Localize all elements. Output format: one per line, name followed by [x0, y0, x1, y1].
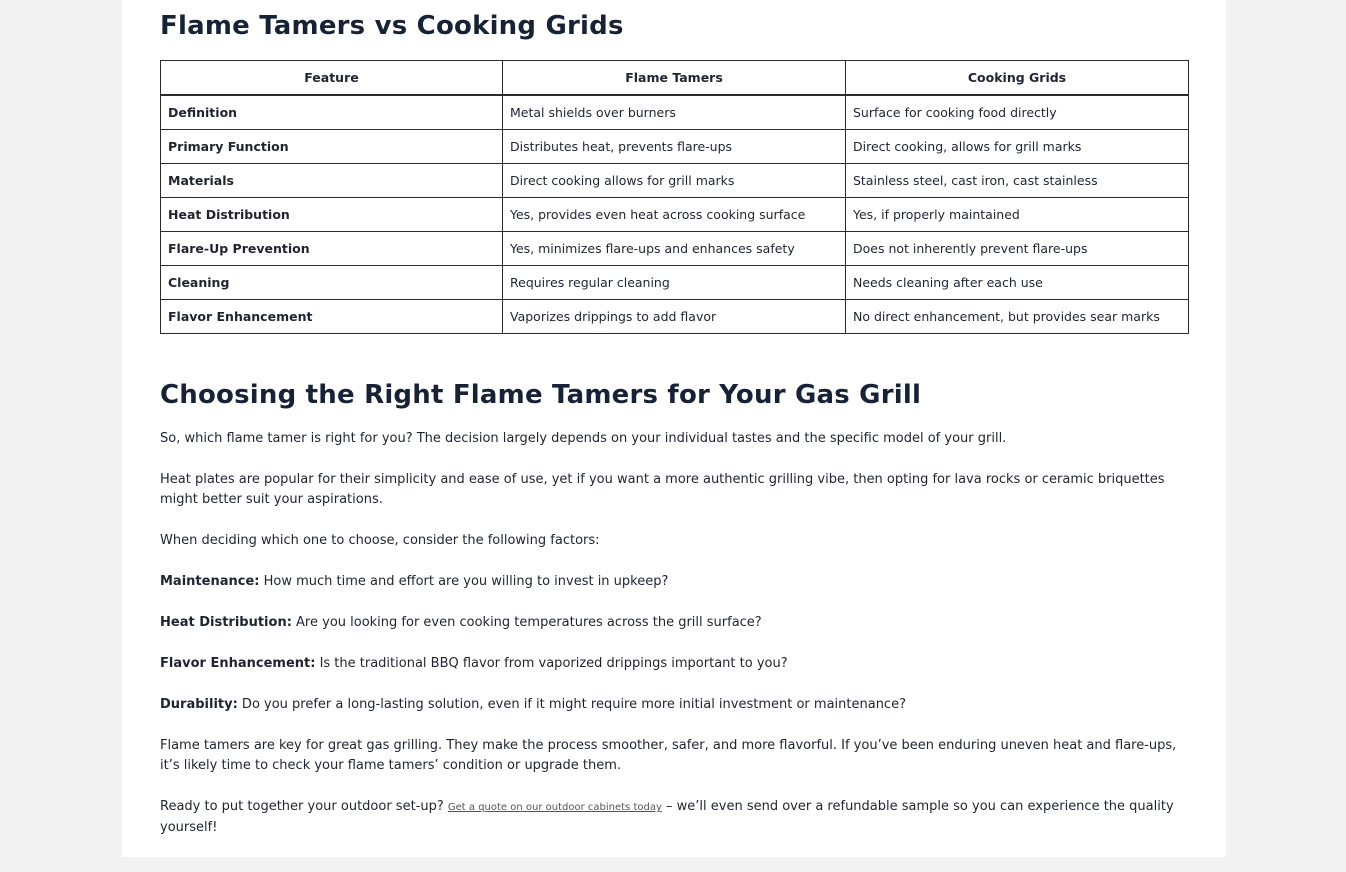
section-title-comparison: Flame Tamers vs Cooking Grids — [160, 11, 624, 41]
quote-link[interactable]: Get a quote on our outdoor cabinets today — [447, 802, 662, 813]
cell-flame-tamers: Vaporizes drippings to add flavor — [503, 300, 846, 334]
column-header: Cooking Grids — [846, 61, 1189, 96]
row-feature: Definition — [161, 95, 503, 130]
cell-flame-tamers: Metal shields over burners — [503, 95, 846, 130]
table-row — [161, 164, 1189, 198]
cta-suffix: – we’ll even send over a refundable sample so you can experience the quality yourself! — [160, 799, 1174, 835]
heat-plates-paragraph: Heat plates are popular for their simplicity and ease of use, yet if you want a more authentic grilling vibe, then opting for lava rocks or ceramic briquettes might better suit your aspirations. — [160, 472, 1165, 507]
row-feature: Primary Function — [161, 130, 503, 164]
conclusion-paragraph: Flame tamers are key for great gas grilling. They make the process smoother, safer, and more flavorful. If you’ve been enduring uneven heat and flare-ups, it’s likely time to check your flame tamers’ condition or upgrade them. — [160, 738, 1177, 773]
cell-flame-tamers: Requires regular cleaning — [503, 266, 846, 300]
factor-flavor-enhancement — [160, 654, 1190, 674]
factor-label: Durability: — [160, 697, 238, 712]
column-header: Feature — [161, 61, 503, 96]
factor-label: Flavor Enhancement: — [160, 656, 316, 671]
factor-maintenance — [160, 572, 1190, 592]
row-feature: Flare-Up Prevention — [161, 232, 503, 266]
row-feature: Heat Distribution — [161, 198, 503, 232]
row-feature: Materials — [161, 164, 503, 198]
factor-text: Are you looking for even cooking temperatures across the grill surface? — [291, 615, 762, 630]
table-row — [161, 232, 1189, 266]
factor-label: Heat Distribution: — [160, 615, 292, 630]
table-row — [161, 300, 1189, 334]
cell-flame-tamers: Yes, minimizes flare-ups and enhances safety — [503, 232, 846, 266]
cell-cooking-grids: Does not inherently prevent flare-ups — [846, 232, 1189, 266]
table-row — [161, 198, 1189, 232]
intro-paragraph: So, which flame tamer is right for you? The decision largely depends on your individual tastes and the specific model of your grill. — [160, 431, 1007, 446]
cell-cooking-grids: Surface for cooking food directly — [846, 95, 1189, 130]
cell-flame-tamers: Distributes heat, prevents flare-ups — [503, 130, 846, 164]
cta-prefix: Ready to put together your outdoor set-up? — [160, 799, 448, 814]
factor-heat-distribution — [160, 613, 1190, 633]
comparison-table — [160, 60, 1189, 334]
cta-paragraph — [160, 797, 1190, 838]
cell-cooking-grids: No direct enhancement, but provides sear marks — [846, 300, 1189, 334]
row-feature: Flavor Enhancement — [161, 300, 503, 334]
table-row — [161, 266, 1189, 300]
factor-text: Do you prefer a long-lasting solution, even if it might require more initial investment or maintenance? — [237, 697, 906, 712]
cell-cooking-grids: Needs cleaning after each use — [846, 266, 1189, 300]
row-feature: Cleaning — [161, 266, 503, 300]
table-row — [161, 95, 1189, 130]
cell-cooking-grids: Yes, if properly maintained — [846, 198, 1189, 232]
cell-flame-tamers: Direct cooking allows for grill marks — [503, 164, 846, 198]
factor-text: How much time and effort are you willing to invest in upkeep? — [259, 574, 669, 589]
article-card — [122, 0, 1226, 857]
factor-label: Maintenance: — [160, 574, 260, 589]
factors-intro-paragraph: When deciding which one to choose, consider the following factors: — [160, 533, 600, 548]
cell-flame-tamers: Yes, provides even heat across cooking surface — [503, 198, 846, 232]
cell-cooking-grids: Direct cooking, allows for grill marks — [846, 130, 1189, 164]
table-header-row — [161, 61, 1189, 96]
table-row — [161, 130, 1189, 164]
factor-text: Is the traditional BBQ flavor from vaporized drippings important to you? — [315, 656, 788, 671]
section-title-choosing: Choosing the Right Flame Tamers for Your Gas Grill — [160, 380, 922, 410]
column-header: Flame Tamers — [503, 61, 846, 96]
factor-durability — [160, 695, 1190, 715]
cell-cooking-grids: Stainless steel, cast iron, cast stainless — [846, 164, 1189, 198]
